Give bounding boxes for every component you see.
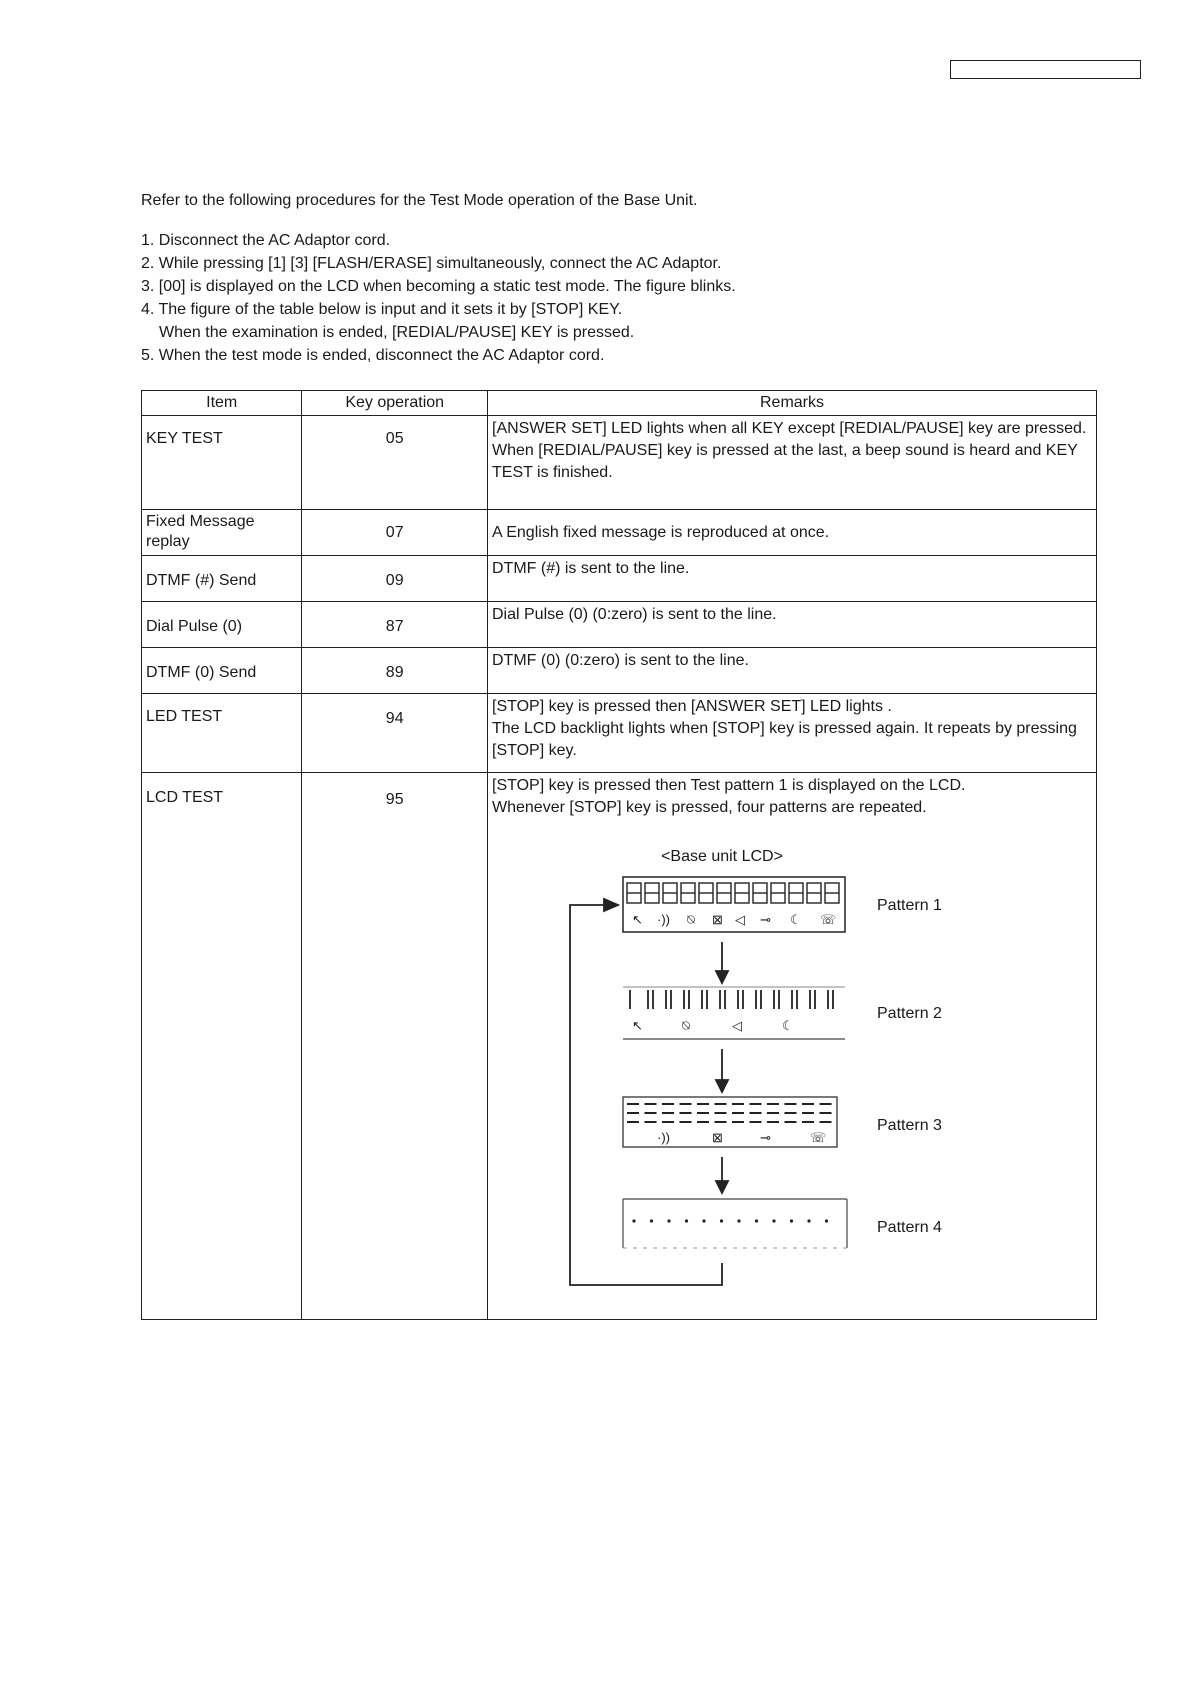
procedure-steps [141,229,736,367]
svg-text:☏: ☏ [810,1130,827,1145]
svg-text:⊠: ⊠ [712,912,723,927]
row-item: LCD TEST [142,773,302,1320]
lcd-pattern-diagram [492,827,1092,1297]
row-remarks [488,648,1097,694]
table-row [142,416,1097,510]
table-row [142,648,1097,694]
intro-text: Refer to the following procedures for the Test Mode operation of the Base Unit. [141,192,698,209]
svg-text:☾: ☾ [790,912,802,927]
lcd-segment [755,1219,758,1222]
svg-text:·)): ·)) [657,1130,670,1145]
lcd-pattern-2 [623,987,845,1039]
remark-line: When [REDIAL/PAUSE] key is pressed at the last, a beep sound is heard and KEY TEST is finished. [492,442,1078,481]
lcd-segment [772,1219,775,1222]
lcd-segment [825,1219,828,1222]
step-1: 1. Disconnect the AC Adaptor cord. [141,232,391,249]
row-remarks [488,602,1097,648]
lcd-segment [737,1219,740,1222]
row-item: DTMF (0) Send [142,648,302,694]
row-item: DTMF (#) Send [142,556,302,602]
svg-text:☾: ☾ [782,1018,794,1033]
svg-text:⍉: ⍉ [687,912,695,927]
header-item: Item [142,391,302,416]
row-key: 09 [302,556,488,602]
row-remarks [488,416,1097,510]
row-key: 89 [302,648,488,694]
row-remarks [488,556,1097,602]
step-4: 4. The figure of the table below is input and it sets it by [STOP] KEY. [141,301,623,318]
row-key: 87 [302,602,488,648]
pattern-4-label: Pattern 4 [877,1219,942,1236]
step-3: 3. [00] is displayed on the LCD when becoming a static test mode. The figure blinks. [141,278,736,295]
remark-line: DTMF (#) is sent to the line. [492,560,690,577]
svg-text:·)): ·)) [657,912,670,927]
row-key: 05 [302,416,488,510]
svg-text:⊠: ⊠ [712,1130,723,1145]
test-mode-table [141,390,1097,1320]
step-4-continued: When the examination is ended, [REDIAL/PAUSE] KEY is pressed. [159,324,635,341]
remark-line: [STOP] key is pressed then [ANSWER SET] LED lights . [492,698,892,715]
svg-text:⊸: ⊸ [760,1130,771,1145]
remark-line: [STOP] key is pressed then Test pattern 1 is displayed on the LCD. [492,777,966,794]
lcd-segment [807,1219,810,1222]
row-item: KEY TEST [142,416,302,510]
svg-text:⍉: ⍉ [682,1018,690,1033]
row-item: Fixed Message replay [142,510,302,556]
pattern-3-label: Pattern 3 [877,1117,942,1134]
lcd-segment [667,1219,670,1222]
remark-line: Whenever [STOP] key is pressed, four patterns are repeated. [492,799,927,816]
lcd-icons-row [632,912,836,927]
svg-text:◁: ◁ [732,1018,742,1033]
row-remarks [488,510,1097,556]
header-remarks: Remarks [488,391,1097,416]
lcd-pattern-3 [623,1097,837,1147]
table-row [142,773,1097,1320]
pattern-1-label: Pattern 1 [877,897,942,914]
lcd-segment [702,1219,705,1222]
lcd-pattern-4 [623,1199,847,1248]
svg-text:↖: ↖ [632,1018,643,1033]
lcd-segment [685,1219,688,1222]
lcd-segment [650,1219,653,1222]
remark-line: [ANSWER SET] LED lights when all KEY except [REDIAL/PAUSE] key are pressed. [492,420,1087,437]
header-key-operation: Key operation [302,391,488,416]
row-key: 07 [302,510,488,556]
table-row [142,602,1097,648]
lcd-segment [632,1219,635,1222]
row-key: 94 [302,694,488,773]
svg-text:↖: ↖ [632,912,643,927]
table-row [142,694,1097,773]
step-5: 5. When the test mode is ended, disconnect the AC Adaptor cord. [141,347,605,364]
table-row [142,556,1097,602]
lcd-pattern-1 [623,877,845,932]
svg-text:◁: ◁ [735,912,745,927]
remark-line: The LCD backlight lights when [STOP] key is pressed again. It repeats by pressing [STOP] key. [492,720,1077,759]
svg-text:⊸: ⊸ [760,912,771,927]
lcd-segment [720,1219,723,1222]
remark-line: A English fixed message is reproduced at once. [492,523,830,541]
header-model-box [950,60,1141,79]
table-header-row [142,391,1097,416]
row-item: Dial Pulse (0) [142,602,302,648]
row-item: LED TEST [142,694,302,773]
svg-text:☏: ☏ [820,912,837,927]
remark-line: Dial Pulse (0) (0:zero) is sent to the line. [492,606,777,623]
pattern-2-label: Pattern 2 [877,1005,942,1022]
pattern-cycle-arrows [570,899,728,1285]
row-key: 95 [302,773,488,1320]
step-2: 2. While pressing [1] [3] [FLASH/ERASE] simultaneously, connect the AC Adaptor. [141,255,722,272]
lcd-segment [790,1219,793,1222]
row-remarks [488,694,1097,773]
table-row [142,510,1097,556]
lcd-diagram-title: <Base unit LCD> [661,848,783,865]
remark-line: DTMF (0) (0:zero) is sent to the line. [492,652,749,669]
row-remarks [488,773,1097,1320]
